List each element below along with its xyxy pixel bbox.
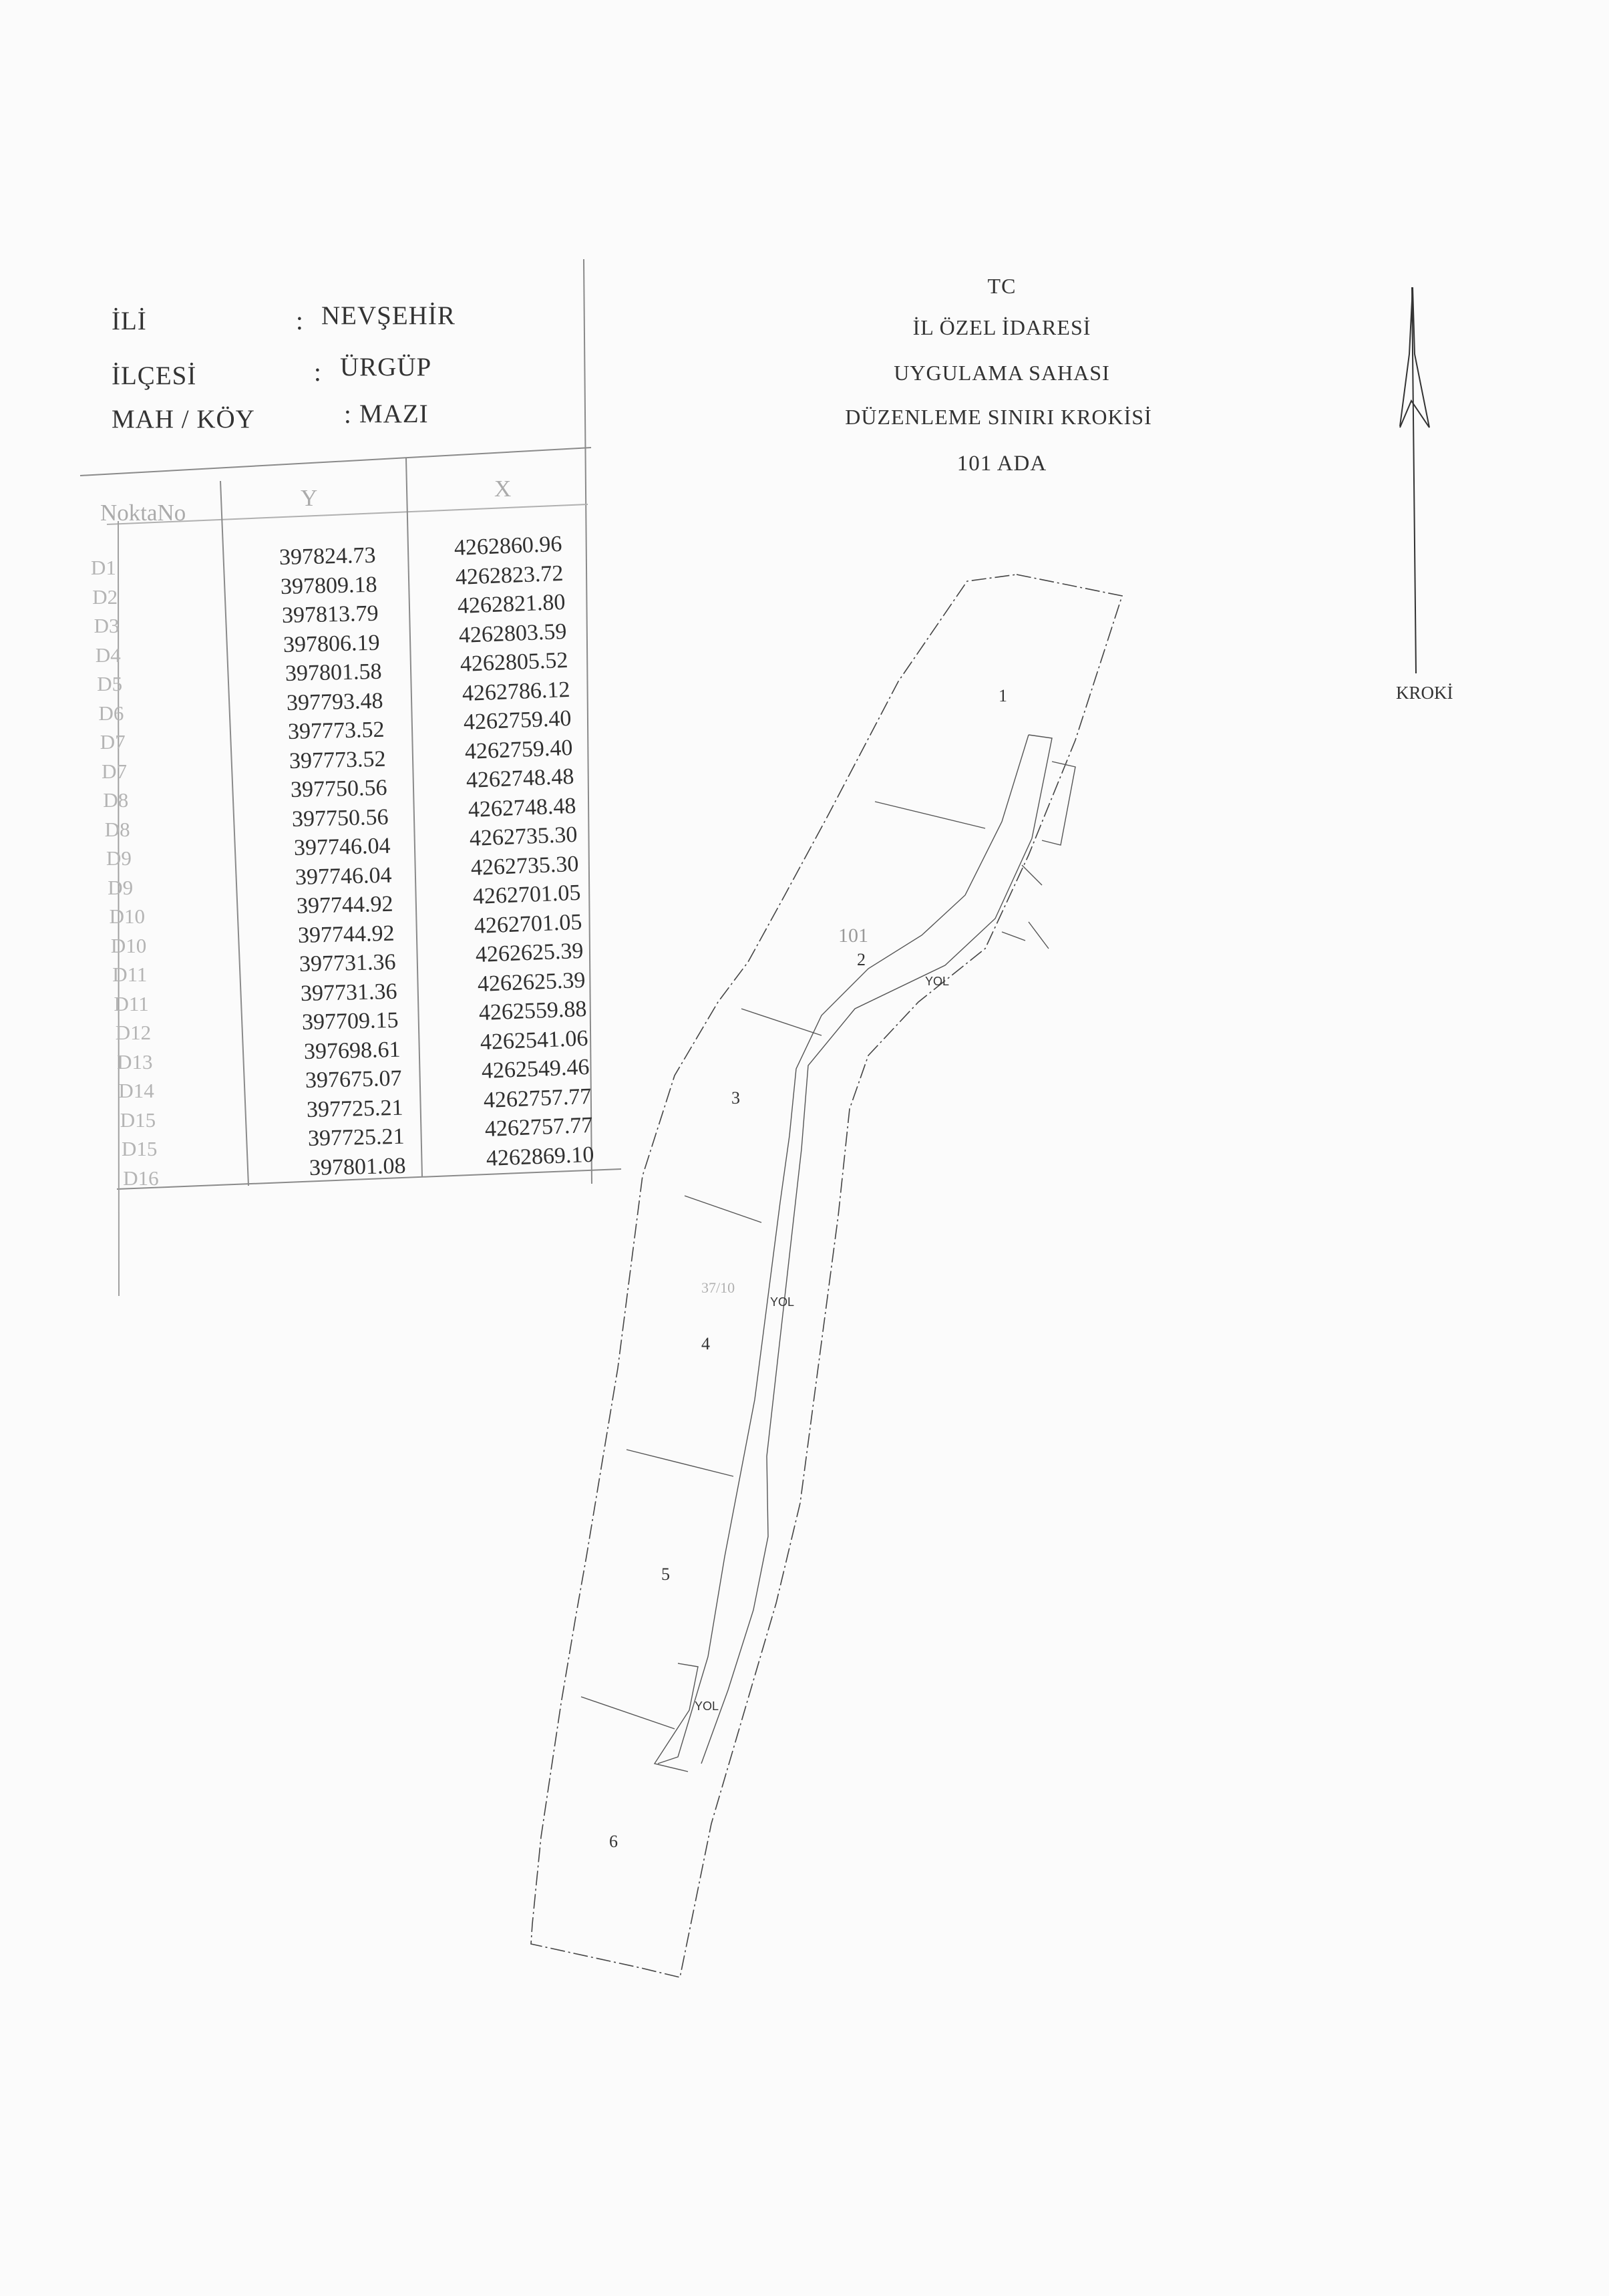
table-cell-x: 4262860.96	[454, 531, 563, 560]
table-cell-point-no: D13	[117, 1049, 153, 1074]
title-sketch: DÜZENLEME SINIRI KROKİSİ	[845, 405, 1152, 429]
table-cell-point-no: D7	[100, 730, 126, 754]
table-cell-y: 397731.36	[300, 979, 398, 1006]
col-line-2	[406, 458, 422, 1177]
table-cell-x: 4262805.52	[460, 647, 569, 677]
mah-colon: :	[344, 400, 351, 429]
table-cell-point-no: D10	[110, 933, 147, 957]
table-cell-y: 397725.21	[306, 1095, 403, 1122]
table-cell-y: 397773.52	[287, 717, 385, 744]
north-arrow-icon	[1400, 287, 1429, 673]
mah-value: MAZI	[359, 399, 429, 428]
header-y: Y	[301, 485, 318, 511]
frame-top-line	[80, 448, 591, 476]
table-cell-x: 4262869.10	[486, 1142, 595, 1171]
table-cell-y: 397725.21	[307, 1124, 405, 1151]
parcel-label-3: 3	[731, 1088, 740, 1108]
col-line-1	[220, 481, 248, 1186]
table-cell-x: 4262559.88	[478, 996, 587, 1025]
table-cell-point-no: D12	[115, 1021, 152, 1044]
table-cell-point-no: D10	[109, 905, 145, 928]
table-cell-point-no: D8	[104, 817, 130, 841]
header-point-no: NoktaNo	[100, 500, 186, 526]
table-cell-point-no: D8	[103, 788, 129, 812]
ilce-value: ÜRGÜP	[340, 353, 432, 381]
table-cell-point-no: D5	[97, 672, 123, 695]
table-cell-point-no: D14	[118, 1079, 154, 1102]
ada-label: 101	[838, 925, 868, 947]
table-cell-x: 4262786.12	[461, 677, 570, 706]
table-cell-y: 397801.58	[285, 659, 382, 686]
north-label: KROKİ	[1396, 683, 1453, 703]
title-area: UYGULAMA SAHASI	[894, 361, 1110, 385]
table-cell-y: 397809.18	[280, 572, 378, 599]
parcel-label-1: 1	[999, 686, 1007, 705]
road-label-2: YOL	[770, 1295, 795, 1309]
table-cell-x: 4262625.39	[475, 938, 584, 967]
table-cell-x: 4262701.05	[472, 880, 581, 909]
table-cell-point-no: D15	[122, 1137, 158, 1160]
table-cell-x: 4262748.48	[467, 793, 576, 822]
parcel-label-6: 6	[609, 1832, 618, 1851]
parcel-label-5: 5	[661, 1565, 670, 1584]
faint-text: 37/10	[701, 1279, 735, 1296]
table-cell-y: 397746.04	[295, 862, 392, 890]
table-cell-x: 4262821.80	[456, 589, 566, 619]
road-label-1: YOL	[925, 975, 950, 988]
table-cell-y: 397773.52	[289, 746, 386, 774]
ilce-label: İLÇESİ	[112, 361, 197, 390]
title-ada: 101 ADA	[956, 452, 1047, 476]
table-cell-y: 397709.15	[301, 1007, 399, 1035]
parcel-label-4: 4	[701, 1334, 710, 1353]
table-cell-x: 4262701.05	[474, 909, 582, 939]
table-cell-x: 4262735.30	[469, 822, 578, 851]
table-cell-x: 4262735.30	[470, 851, 580, 880]
table-cell-x: 4262757.77	[482, 1084, 592, 1113]
table-cell-point-no: D6	[98, 701, 124, 725]
table-cell-y: 397813.79	[281, 601, 379, 628]
il-label: İLİ	[112, 307, 147, 335]
table-cell-x: 4262549.46	[481, 1054, 590, 1084]
table-cell-point-no: D11	[114, 991, 149, 1015]
parcel-outline	[531, 575, 1122, 1977]
ilce-colon: :	[314, 358, 321, 387]
table-cell-point-no: D9	[108, 875, 134, 899]
table-cell-x: 4262759.40	[464, 735, 574, 764]
table-cell-point-no: D11	[112, 963, 148, 986]
table-cell-x: 4262541.06	[480, 1025, 589, 1055]
table-cell-y: 397750.56	[290, 775, 388, 802]
parcel-label-2: 2	[857, 950, 866, 969]
il-colon: :	[296, 307, 303, 335]
table-cell-x: 4262757.77	[484, 1112, 594, 1142]
road-label-3: YOL	[695, 1699, 719, 1713]
table-cell-y: 397801.08	[309, 1153, 407, 1180]
table-cell-x: 4262759.40	[463, 705, 572, 735]
table-cell-point-no: D7	[102, 759, 127, 783]
il-value: NEVŞEHİR	[321, 301, 456, 330]
header-x: X	[494, 476, 512, 502]
table-cell-y: 397731.36	[299, 949, 396, 977]
table-cell-y: 397824.73	[279, 542, 376, 570]
table-cell-y: 397750.56	[291, 804, 389, 832]
table-cell-point-no: D4	[95, 643, 121, 667]
table-cell-point-no: D16	[123, 1166, 159, 1190]
table-cell-x: 4262823.72	[455, 560, 564, 590]
table-cell-point-no: D1	[91, 556, 116, 579]
table-cell-x: 4262625.39	[476, 967, 586, 997]
mah-label: MAH / KÖY	[112, 405, 255, 434]
table-cell-point-no: D9	[106, 846, 132, 870]
title-institution: İL ÖZEL İDARESİ	[912, 315, 1091, 339]
table-cell-y: 397744.92	[296, 891, 393, 919]
parcel-inner-lines	[581, 735, 1075, 1772]
table-cell-y: 397698.61	[303, 1037, 401, 1064]
table-cell-point-no: D2	[92, 585, 118, 609]
table-cell-y: 397793.48	[286, 688, 383, 715]
title-tc: TC	[987, 274, 1017, 298]
table-cell-x: 4262748.48	[466, 764, 575, 793]
table-cell-point-no: D15	[120, 1108, 156, 1132]
table-cell-x: 4262803.59	[458, 619, 567, 648]
table-cell-y: 397675.07	[305, 1065, 402, 1093]
table-cell-y: 397746.04	[293, 833, 391, 860]
table-cell-y: 397806.19	[283, 630, 381, 657]
table-cell-point-no: D3	[94, 614, 120, 637]
table-cell-y: 397744.92	[297, 921, 395, 948]
